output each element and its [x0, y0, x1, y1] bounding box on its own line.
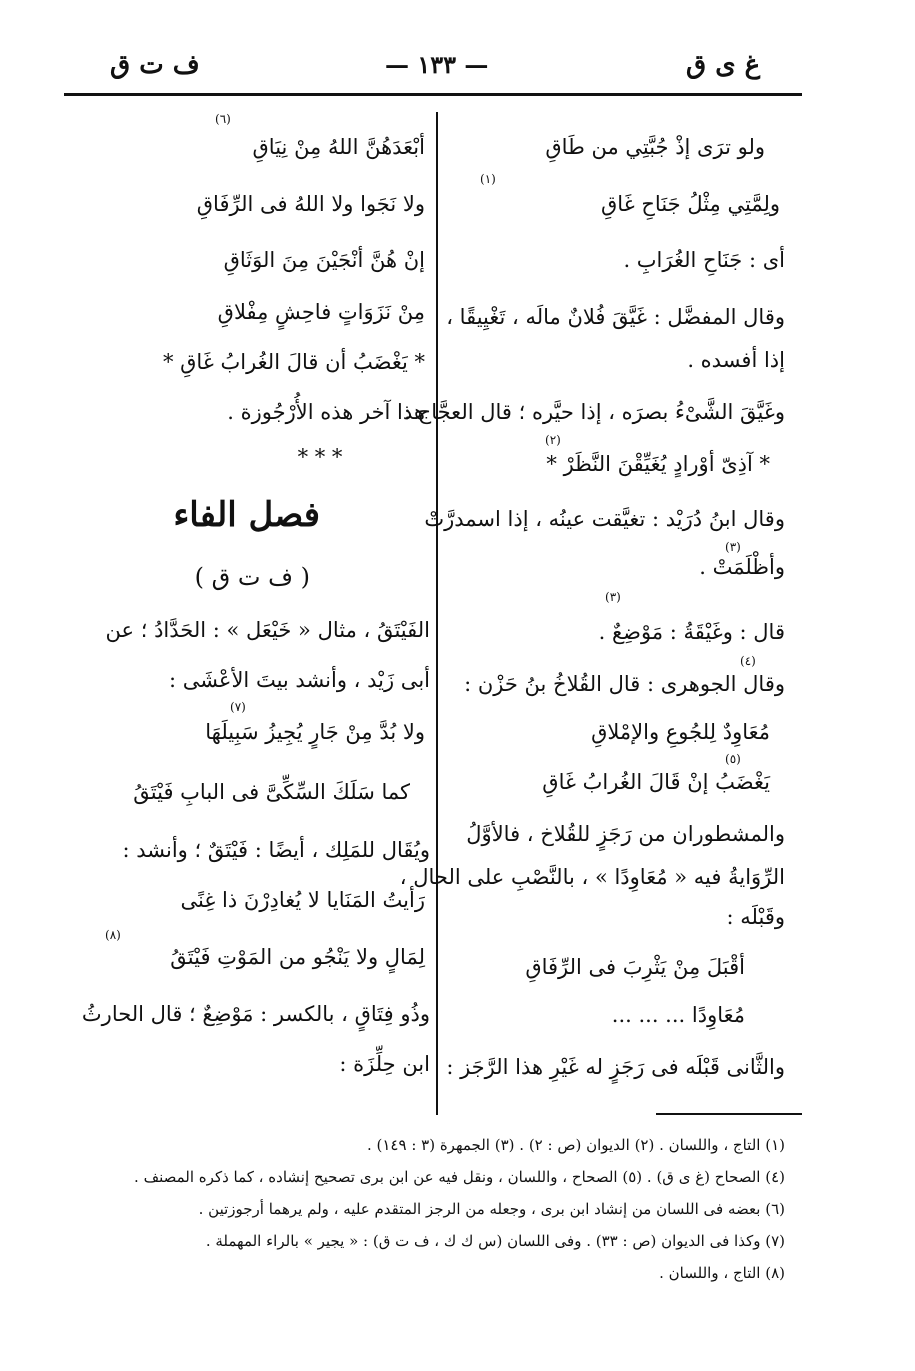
footnote-line: (٧) وكذا فى الديوان (ص : ٣٣) . وفى اللسان (س ك ك ، ف ت ق) : « يجير » بالراء المهملة .	[205, 1232, 785, 1250]
page-number: — ١٣٣ —	[385, 50, 489, 79]
text-line: أى : جَنَاحِ الغُرَابِ .	[623, 248, 785, 272]
text-line: ابن حِلِّزَة :	[339, 1052, 430, 1076]
footnote-line: (٤) الصحاح (غ ى ق) . (٥) الصحاح ، واللسان ، ونقل فيه عن ابن برى تصحيح إنشاده ، كما ذكره المصنف .	[134, 1168, 785, 1186]
footnote-marker: (٦)	[215, 112, 231, 126]
footnote-marker: (٥)	[725, 752, 741, 766]
text-line: ولِمَّتِي مِثْلُ جَنَاحِ غَاقِ	[601, 192, 780, 216]
text-line: مُعَاوِدٌ لِلجُوعِ والإمْلاقِ	[591, 720, 770, 744]
text-line: رَأيتُ المَنَايا لا يُغادِرْنَ ذا غِنًى	[180, 888, 425, 912]
text-line: كما سَلَكَ السِّكِّىَّ فى البابِ فَيْتَقُ	[133, 780, 410, 804]
footnote-marker: (٢)	[545, 433, 561, 447]
text-line: أبى زَيْد ، وأنشد بيتَ الأعْشَى :	[168, 668, 430, 692]
text-line: مُعَاوِدًا ... ... ...	[611, 1003, 745, 1027]
text-line: وقال ابنُ دُرَيْد : تغيَّقت عينُه ، إذا اسمدرَّتْ	[424, 507, 785, 531]
text-line: قال : وغَيْقَةُ : مَوْضِعٌ .	[598, 620, 785, 644]
text-line: والثَّانى قَبْلَه فى رَجَزٍ له غَيْرِ هذا الرَّجَز :	[446, 1055, 785, 1079]
text-line: ولا بُدَّ مِنْ جَارٍ يُجِيزُ سَبِيلَهَا	[205, 720, 425, 744]
text-line: أقْبَلَ مِنْ يَثْرِبَ فى الرِّفَاقِ	[525, 955, 745, 979]
text-line: والمشطوران من رَجَزٍ للقُلاخ ، فالأوَّلُ	[466, 822, 785, 846]
text-line: إذا أفسده .	[687, 348, 785, 372]
footnote-rule	[656, 1113, 802, 1115]
text-line: وغَيَّقَ الشَّىْءُ بصرَه ، إذا حيَّره ؛ قال العجَّاج :	[403, 400, 785, 424]
footnote-marker: (٤)	[740, 654, 756, 668]
text-line: ولا نَجَوا ولا اللهُ فى الرِّفَاقِ	[196, 192, 425, 216]
text-line: وذُو فِتَاقٍ ، بالكسر : مَوْضِعٌ ؛ قال الحارثُ	[81, 1002, 430, 1026]
footnote-line: (٨) التاج ، واللسان .	[659, 1264, 785, 1282]
text-line: هذا آخر هذه الأُرْجُوزة .	[227, 400, 425, 424]
footnote-line: (٦) بعضه فى اللسان من إنشاد ابن برى ، وجعله من الرجز المتقدم عليه ، ولم يرهما أرجوزتين .	[198, 1200, 785, 1218]
text-line: أبْعَدَهُنَّ اللهُ مِنْ نِيَاقِ	[252, 135, 425, 159]
text-line: لِمَالٍ ولا يَنْجُو من المَوْتِ فَيْتَقُ	[170, 945, 425, 969]
left-column	[70, 0, 430, 1371]
text-line: وأظْلَمَتْ .	[699, 555, 785, 579]
text-line: يَغْضَبُ إنْ قَالَ الغُرابُ غَاقِ	[542, 770, 770, 794]
text-line: وقال المفضَّل : غَيَّقَ فُلانٌ مالَه ، تَغْيِيقًا ،	[446, 305, 785, 329]
footnote-marker: (٨)	[105, 928, 121, 942]
text-line: ويُقَال للمَلِك ، أيضًا : فَيْتَقٌ ؛ وأنشد :	[122, 838, 430, 862]
text-line: ولو ترَى إذْ جُبَّتِي من طَاقِ	[545, 135, 765, 159]
text-line: * يَغْضَبُ أن قالَ الغُرابُ غَاقِ *	[162, 350, 425, 374]
text-line: وقال الجوهرى : قال القُلاخُ بنُ حَزْن :	[464, 672, 785, 696]
text-line: * آذِىّ أوْرادٍ يُغَيِّقْنَ النَّظَرْ *	[546, 452, 770, 476]
text-line: وقَبْلَه :	[726, 905, 785, 929]
header-root-letters: غ ى ق	[686, 50, 761, 80]
text-line: الرِّوَايةُ فيه « مُعَاوِدًا » ، بالنَّصْبِ على الحال ،	[399, 865, 785, 889]
section-separator: * * *	[297, 445, 343, 469]
footnote-line: (١) التاج ، واللسان . (٢) الديوان (ص : ٢) . (٣) الجمهرة (٣ : ١٤٩) .	[366, 1136, 785, 1154]
text-line: الفَيْتَقُ ، مثال « خَيْعَل » : الحَدَّادُ ؛ عن	[105, 618, 430, 642]
footnote-marker: (٣)	[605, 590, 621, 604]
root-heading: ( ف ت ق )	[194, 563, 310, 591]
footnote-marker: (١)	[480, 172, 496, 186]
text-line: مِنْ نَزَوَاتٍ فاحِشٍ مِفْلاقِ	[217, 300, 425, 324]
text-line: إنْ هُنَّ أنْجَيْنَ مِنَ الوَثَاقِ	[223, 248, 425, 272]
footnote-marker: (٧)	[230, 700, 246, 714]
header-next-root: ف ت ق	[110, 50, 200, 80]
section-title: فصل الفاء	[173, 495, 320, 535]
column-divider	[436, 112, 438, 1115]
footnote-marker: (٣)	[725, 540, 741, 554]
